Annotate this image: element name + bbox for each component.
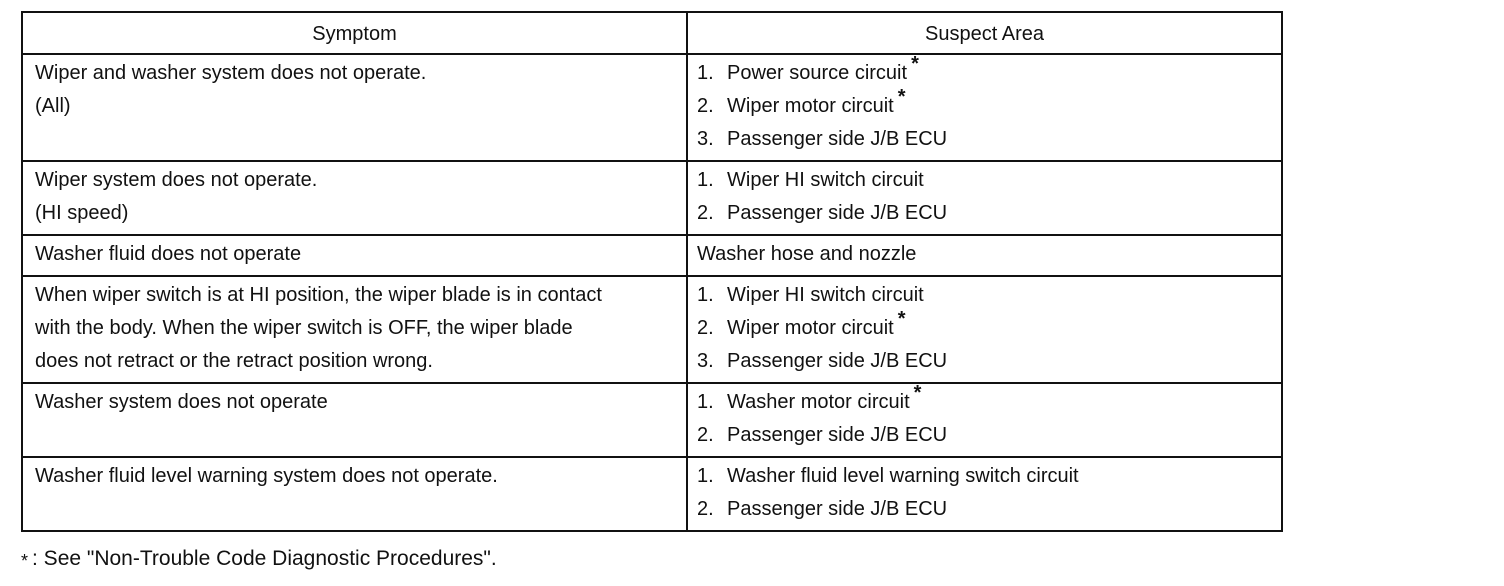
- suspect-item: [697, 419, 1281, 452]
- suspect-item-number: 1.: [697, 62, 714, 84]
- suspect-item-text: Passenger side J/B ECU: [727, 202, 948, 224]
- symptom-line: (HI speed): [35, 202, 129, 224]
- suspect-item: [697, 493, 1281, 526]
- suspect-item-number: 3.: [697, 350, 714, 372]
- suspect-area-cell: [688, 55, 1281, 160]
- header-symptom: Symptom: [23, 13, 688, 53]
- suspect-area-cell: [688, 236, 1281, 275]
- suspect-item-text: Passenger side J/B ECU: [727, 424, 948, 446]
- suspect-item: [697, 238, 1281, 271]
- symptom-cell: [23, 458, 688, 530]
- suspect-item-number: 1.: [697, 169, 714, 191]
- suspect-item-text: Passenger side J/B ECU: [727, 128, 948, 150]
- suspect-item-text: Wiper motor circuit: [727, 95, 894, 117]
- suspect-item-text: Washer motor circuit: [727, 391, 910, 413]
- header-suspect-area: Suspect Area: [925, 23, 1044, 45]
- suspect-item-number: 2.: [697, 95, 714, 117]
- suspect-area-cell: [688, 277, 1281, 382]
- footnote-asterisk: *: [21, 551, 29, 571]
- suspect-item-number: 2.: [697, 317, 714, 339]
- table-header-row: [23, 13, 1281, 55]
- suspect-item-number: 1.: [697, 391, 714, 413]
- suspect-item-number: 1.: [697, 465, 714, 487]
- suspect-item-text: Wiper HI switch circuit: [727, 284, 924, 306]
- symptom-line: Washer system does not operate: [35, 391, 328, 413]
- footnote: [21, 544, 497, 574]
- suspect-item-text: Washer fluid level warning switch circuit: [727, 465, 1079, 487]
- symptom-cell: [23, 384, 688, 456]
- symptom-line: (All): [35, 95, 71, 117]
- asterisk-mark: *: [897, 86, 906, 108]
- symptom-line: Washer fluid does not operate: [35, 243, 302, 265]
- suspect-area-cell: [688, 384, 1281, 456]
- symptom-cell: [23, 55, 688, 160]
- asterisk-mark: *: [897, 308, 906, 330]
- suspect-item-number: 3.: [697, 128, 714, 150]
- suspect-item-text: Passenger side J/B ECU: [727, 350, 948, 372]
- suspect-area-cell: [688, 162, 1281, 234]
- table-row: [23, 458, 1281, 530]
- symptom-line: When wiper switch is at HI position, the wiper blade is in contact: [35, 284, 602, 306]
- asterisk-mark: *: [911, 53, 919, 75]
- symptom-line: Washer fluid level warning system does not operate.: [35, 465, 498, 487]
- suspect-item: [697, 308, 1281, 345]
- suspect-item-text: Passenger side J/B ECU: [727, 498, 948, 520]
- table-row: [23, 384, 1281, 458]
- suspect-item-text: Washer hose and nozzle: [697, 243, 917, 265]
- table-row: [23, 55, 1281, 162]
- suspect-item-number: 1.: [697, 284, 714, 306]
- suspect-item-number: 2.: [697, 424, 714, 446]
- symptom-line: with the body. When the wiper switch is OFF, the wiper blade: [35, 317, 573, 339]
- suspect-item: [697, 197, 1281, 230]
- symptom-line: Wiper system does not operate.: [35, 169, 318, 191]
- suspect-item: [697, 382, 1281, 419]
- symptom-cell: [23, 277, 688, 382]
- suspect-item: [697, 164, 1281, 197]
- symptom-line: Wiper and washer system does not operate.: [35, 62, 427, 84]
- footnote-text: : See "Non-Trouble Code Diagnostic Procedures".: [32, 547, 497, 570]
- table-row: [23, 277, 1281, 384]
- suspect-item: [697, 123, 1281, 156]
- suspect-item: [697, 86, 1281, 123]
- suspect-item-number: 2.: [697, 202, 714, 224]
- symptom-line: does not retract or the retract position wrong.: [35, 350, 433, 372]
- suspect-item-text: Power source circuit: [727, 62, 908, 84]
- suspect-item-number: 2.: [697, 498, 714, 520]
- suspect-area-cell: [688, 458, 1281, 530]
- diagnostic-table: [21, 11, 1283, 532]
- suspect-item: [697, 53, 1281, 90]
- suspect-item-text: Wiper motor circuit: [727, 317, 894, 339]
- symptom-cell: [23, 236, 688, 275]
- suspect-item: [697, 279, 1281, 312]
- table-row: [23, 162, 1281, 236]
- table-row: [23, 236, 1281, 277]
- suspect-item: [697, 460, 1281, 493]
- symptom-cell: [23, 162, 688, 234]
- suspect-item-text: Wiper HI switch circuit: [727, 169, 924, 191]
- suspect-item: [697, 345, 1281, 378]
- asterisk-mark: *: [913, 382, 922, 404]
